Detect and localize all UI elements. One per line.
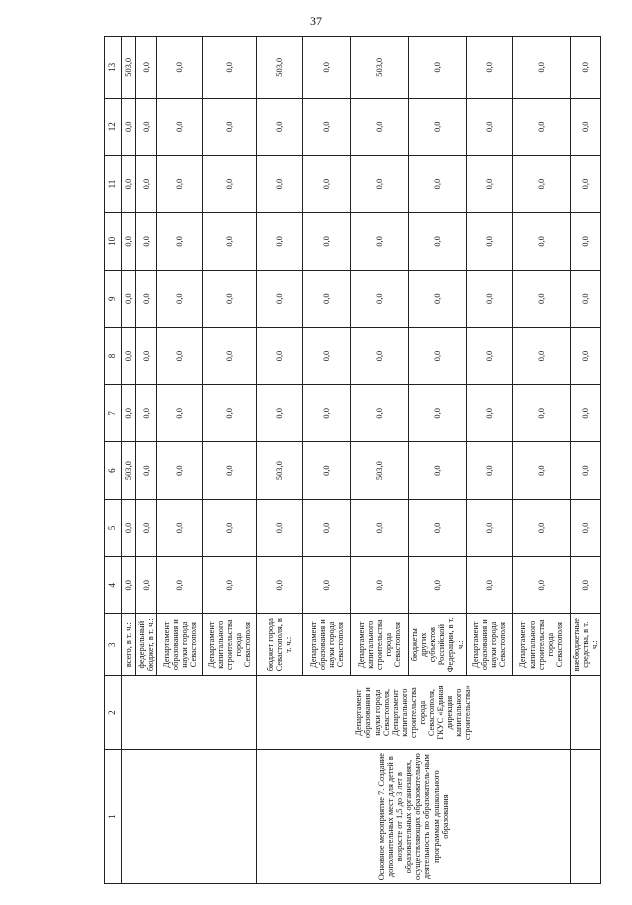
empty-cell <box>122 675 257 749</box>
column-number: 5 <box>105 499 122 556</box>
event-executor: Департамент образования и науки города Севастополя, Департамент капитального строительства города Севастополя, ГКУС «Единая дирекция капитального строительства» <box>257 675 570 749</box>
value-cell: 0,0 <box>351 155 409 212</box>
value-cell: 0,0 <box>409 499 466 556</box>
value-cell: 0,0 <box>512 155 570 212</box>
value-cell: 0,0 <box>466 385 512 442</box>
column-number: 3 <box>105 614 122 676</box>
column-number: 10 <box>105 213 122 270</box>
value-cell: 0,0 <box>203 37 257 99</box>
value-cell: 0,0 <box>157 327 203 384</box>
value-cell: 0,0 <box>157 442 203 499</box>
value-cell: 0,0 <box>466 155 512 212</box>
value-cell: 0,0 <box>203 442 257 499</box>
value-cell: 0,0 <box>257 557 303 614</box>
value-cell: 0,0 <box>157 385 203 442</box>
value-cell: 0,0 <box>512 327 570 384</box>
funding-source: бюджеты других субъектов Российской Федерации, в т. ч.: <box>409 614 466 676</box>
column-number: 6 <box>105 442 122 499</box>
value-cell: 0,0 <box>203 557 257 614</box>
rotated-table-container <box>104 36 599 884</box>
value-cell: 0,0 <box>570 37 600 99</box>
value-cell: 0,0 <box>257 155 303 212</box>
value-cell: 0,0 <box>409 442 466 499</box>
funding-source: Департамент капитального строительства города Севастополя <box>512 614 570 676</box>
page-number: 37 <box>310 14 322 28</box>
value-cell: 0,0 <box>512 557 570 614</box>
value-cell: 0,0 <box>351 499 409 556</box>
value-cell: 0,0 <box>303 557 351 614</box>
empty-cell <box>570 675 600 749</box>
value-cell: 0,0 <box>409 98 466 155</box>
value-cell: 0,0 <box>351 213 409 270</box>
value-cell: 0,0 <box>303 213 351 270</box>
value-cell: 0,0 <box>351 98 409 155</box>
funding-source: федеральный бюджет, в т. ч.: <box>136 614 157 676</box>
value-cell: 0,0 <box>122 270 136 327</box>
value-cell: 0,0 <box>570 213 600 270</box>
value-cell: 0,0 <box>512 37 570 99</box>
value-cell: 0,0 <box>466 442 512 499</box>
column-number: 9 <box>105 270 122 327</box>
value-cell: 0,0 <box>512 270 570 327</box>
value-cell: 0,0 <box>466 270 512 327</box>
value-cell: 503,0 <box>122 442 136 499</box>
value-cell: 0,0 <box>303 155 351 212</box>
column-number: 13 <box>105 37 122 99</box>
value-cell: 0,0 <box>136 155 157 212</box>
value-cell: 0,0 <box>257 327 303 384</box>
value-cell: 0,0 <box>303 385 351 442</box>
value-cell: 0,0 <box>512 499 570 556</box>
value-cell: 0,0 <box>136 37 157 99</box>
value-cell: 0,0 <box>203 385 257 442</box>
value-cell: 0,0 <box>157 37 203 99</box>
value-cell: 0,0 <box>570 385 600 442</box>
value-cell: 0,0 <box>512 385 570 442</box>
value-cell: 0,0 <box>409 557 466 614</box>
table-row <box>570 37 600 884</box>
value-cell: 0,0 <box>351 270 409 327</box>
value-cell: 0,0 <box>257 98 303 155</box>
value-cell: 0,0 <box>303 499 351 556</box>
value-cell: 0,0 <box>570 98 600 155</box>
value-cell: 0,0 <box>466 98 512 155</box>
value-cell: 0,0 <box>136 385 157 442</box>
value-cell: 0,0 <box>136 270 157 327</box>
column-number: 7 <box>105 385 122 442</box>
value-cell: 0,0 <box>303 442 351 499</box>
value-cell: 0,0 <box>122 213 136 270</box>
table-row <box>257 37 303 884</box>
column-number-row <box>105 37 122 884</box>
column-number: 4 <box>105 557 122 614</box>
value-cell: 0,0 <box>203 327 257 384</box>
value-cell: 0,0 <box>122 327 136 384</box>
value-cell: 0,0 <box>122 98 136 155</box>
value-cell: 0,0 <box>203 98 257 155</box>
value-cell: 0,0 <box>466 213 512 270</box>
value-cell: 0,0 <box>203 213 257 270</box>
value-cell: 0,0 <box>409 155 466 212</box>
value-cell: 0,0 <box>351 327 409 384</box>
value-cell: 0,0 <box>512 98 570 155</box>
value-cell: 503,0 <box>257 442 303 499</box>
funding-source: бюджет города Севастополя, в т. ч.: <box>257 614 303 676</box>
value-cell: 0,0 <box>136 442 157 499</box>
value-cell: 503,0 <box>351 37 409 99</box>
value-cell: 0,0 <box>351 385 409 442</box>
value-cell: 0,0 <box>122 155 136 212</box>
value-cell: 0,0 <box>157 155 203 212</box>
value-cell: 0,0 <box>351 557 409 614</box>
value-cell: 0,0 <box>303 37 351 99</box>
value-cell: 0,0 <box>409 327 466 384</box>
value-cell: 0,0 <box>257 270 303 327</box>
value-cell: 0,0 <box>570 499 600 556</box>
value-cell: 0,0 <box>303 270 351 327</box>
value-cell: 0,0 <box>203 499 257 556</box>
funding-source: Департамент капитального строительства города Севастополя <box>351 614 409 676</box>
value-cell: 503,0 <box>257 37 303 99</box>
value-cell: 0,0 <box>570 442 600 499</box>
value-cell: 0,0 <box>257 499 303 556</box>
funding-source: Департамент образования и науки города Севастополя <box>466 614 512 676</box>
empty-cell <box>570 750 600 884</box>
funding-source: Департамент капитального строительства города Севастополя <box>203 614 257 676</box>
event-title: Основное мероприятие 7. Создание дополнительных мест для детей в возрасте от 1,5 до 3 лет в образовательных организациях, осуществляющих образовательную деятельность по образователь-ным программам дошкольного образования <box>257 750 570 884</box>
value-cell: 0,0 <box>409 213 466 270</box>
value-cell: 0,0 <box>122 499 136 556</box>
column-number: 8 <box>105 327 122 384</box>
funding-source: Департамент образования и науки города Севастополя <box>157 614 203 676</box>
value-cell: 0,0 <box>122 557 136 614</box>
column-number: 12 <box>105 98 122 155</box>
value-cell: 0,0 <box>512 442 570 499</box>
funding-source: внебюджетные средства, в т. ч.: <box>570 614 600 676</box>
funding-source: всего, в т. ч.: <box>122 614 136 676</box>
empty-cell <box>122 750 257 884</box>
value-cell: 0,0 <box>466 499 512 556</box>
column-number: 11 <box>105 155 122 212</box>
value-cell: 0,0 <box>122 385 136 442</box>
value-cell: 0,0 <box>257 213 303 270</box>
value-cell: 0,0 <box>203 155 257 212</box>
funding-source: Департамент образования и науки города Севастополя <box>303 614 351 676</box>
value-cell: 0,0 <box>257 385 303 442</box>
value-cell: 0,0 <box>136 213 157 270</box>
column-number: 1 <box>105 750 122 884</box>
value-cell: 0,0 <box>409 385 466 442</box>
value-cell: 0,0 <box>466 557 512 614</box>
value-cell: 0,0 <box>157 557 203 614</box>
value-cell: 0,0 <box>136 499 157 556</box>
value-cell: 0,0 <box>466 327 512 384</box>
column-number: 2 <box>105 675 122 749</box>
value-cell: 0,0 <box>303 98 351 155</box>
value-cell: 0,0 <box>409 270 466 327</box>
value-cell: 0,0 <box>157 213 203 270</box>
table-row <box>122 37 136 884</box>
value-cell: 0,0 <box>512 213 570 270</box>
value-cell: 0,0 <box>157 270 203 327</box>
budget-table <box>104 36 601 884</box>
value-cell: 503,0 <box>122 37 136 99</box>
value-cell: 0,0 <box>570 270 600 327</box>
value-cell: 0,0 <box>136 557 157 614</box>
value-cell: 0,0 <box>157 499 203 556</box>
value-cell: 0,0 <box>303 327 351 384</box>
value-cell: 0,0 <box>136 98 157 155</box>
value-cell: 0,0 <box>466 37 512 99</box>
value-cell: 0,0 <box>157 98 203 155</box>
value-cell: 0,0 <box>136 327 157 384</box>
value-cell: 0,0 <box>203 270 257 327</box>
value-cell: 0,0 <box>570 557 600 614</box>
value-cell: 503,0 <box>351 442 409 499</box>
value-cell: 0,0 <box>570 155 600 212</box>
value-cell: 0,0 <box>409 37 466 99</box>
value-cell: 0,0 <box>570 327 600 384</box>
